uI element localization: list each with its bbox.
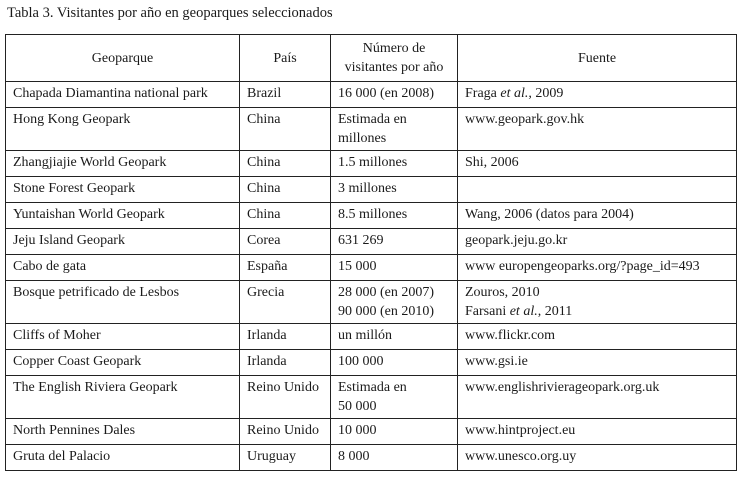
cell-pais: China [240,177,331,203]
fuente-text: geopark.jeju.go.kr [465,233,568,248]
fuente-text: Wang, 2006 (datos para 2004) [465,207,634,222]
table-header-row [6,35,737,82]
cell-geoparque: Jeju Island Geopark [6,229,240,255]
cell-geoparque: Hong Kong Geopark [6,108,240,151]
visitantes-line: 15 000 [338,259,377,274]
table-row [6,376,737,419]
header-visitantes-line2: visitantes por año [344,60,444,75]
cell-visitantes [331,350,458,376]
table-row [6,151,737,177]
cell-pais: China [240,203,331,229]
header-fuente: Fuente [458,35,737,82]
fuente-text: www.unesco.org.uy [465,449,577,464]
header-pais: País [240,35,331,82]
fuente-text: Zouros, 2010 [465,285,540,300]
fuente-line [465,378,729,397]
visitantes-line: Estimada en [338,380,407,395]
cell-visitantes [331,108,458,151]
cell-visitantes [331,376,458,419]
cell-geoparque: Zhangjiajie World Geopark [6,151,240,177]
visitantes-line: Estimada en [338,112,407,127]
cell-geoparque: North Pennines Dales [6,419,240,445]
cell-visitantes [331,82,458,108]
table-caption: Tabla 3. Visitantes por año en geoparques seleccionados [7,5,333,21]
fuente-line [465,205,729,224]
cell-pais: Reino Unido [240,419,331,445]
cell-pais: Corea [240,229,331,255]
fuente-line [465,231,729,250]
fuente-text: www.englishrivierageopark.org.uk [465,380,660,395]
cell-fuente [458,255,737,281]
table-row [6,203,737,229]
cell-geoparque: Copper Coast Geopark [6,350,240,376]
cell-visitantes [331,281,458,324]
cell-geoparque: Stone Forest Geopark [6,177,240,203]
fuente-text: , 2011 [537,304,573,319]
cell-pais: China [240,151,331,177]
cell-fuente [458,376,737,419]
cell-visitantes [331,419,458,445]
fuente-line [465,153,729,172]
fuente-text: www.flickr.com [465,328,556,343]
cell-pais: China [240,108,331,151]
fuente-line [465,283,729,302]
cell-fuente [458,108,737,151]
cell-visitantes [331,445,458,471]
fuente-line [465,352,729,371]
visitantes-line: 90 000 (en 2010) [338,304,435,319]
visitantes-line: 100 000 [338,354,384,369]
cell-visitantes [331,177,458,203]
visitors-table [5,34,737,471]
visitantes-line: 3 millones [338,181,397,196]
visitantes-line: 8 000 [338,449,370,464]
cell-fuente [458,203,737,229]
fuente-line [465,257,729,276]
cell-visitantes [331,151,458,177]
cell-geoparque: Gruta del Palacio [6,445,240,471]
cell-pais: Irlanda [240,324,331,350]
fuente-italic: et al. [500,86,529,101]
cell-fuente [458,350,737,376]
cell-pais: Uruguay [240,445,331,471]
table-row [6,419,737,445]
cell-geoparque: Chapada Diamantina national park [6,82,240,108]
cell-geoparque: Cliffs of Moher [6,324,240,350]
visitantes-line: 8.5 millones [338,207,408,222]
table-row [6,82,737,108]
fuente-text: www.geopark.gov.hk [465,112,585,127]
header-geoparque: Geoparque [6,35,240,82]
table-row [6,108,737,151]
fuente-text: Fraga [465,86,501,101]
visitantes-line: millones [338,131,387,146]
visitantes-line: 1.5 millones [338,155,408,170]
cell-fuente [458,177,737,203]
visitantes-line: 28 000 (en 2007) [338,285,435,300]
header-visitantes-line1: Número de [362,41,426,56]
cell-fuente [458,229,737,255]
cell-fuente [458,151,737,177]
table-row [6,255,737,281]
cell-pais: España [240,255,331,281]
cell-fuente [458,82,737,108]
cell-pais: Irlanda [240,350,331,376]
header-visitantes [331,35,458,82]
visitantes-line: 16 000 (en 2008) [338,86,435,101]
fuente-text: www.hintproject.eu [465,423,576,438]
visitantes-line: 10 000 [338,423,377,438]
cell-geoparque: Cabo de gata [6,255,240,281]
fuente-text: Shi, 2006 [465,155,519,170]
cell-fuente [458,281,737,324]
table-row [6,445,737,471]
cell-pais: Brazil [240,82,331,108]
visitantes-line: 631 269 [338,233,384,248]
fuente-italic: et al. [509,304,538,319]
table-row [6,324,737,350]
fuente-line [465,110,729,129]
cell-geoparque: Bosque petrificado de Lesbos [6,281,240,324]
table-row [6,229,737,255]
cell-visitantes [331,229,458,255]
fuente-line [465,302,729,321]
visitantes-line: un millón [338,328,393,343]
cell-fuente [458,324,737,350]
table-row [6,281,737,324]
fuente-text: Farsani [465,304,510,319]
fuente-text: www europengeoparks.org/?page_id=493 [465,259,700,274]
fuente-line [465,447,729,466]
cell-fuente [458,445,737,471]
cell-pais: Reino Unido [240,376,331,419]
cell-pais: Grecia [240,281,331,324]
cell-geoparque: The English Riviera Geopark [6,376,240,419]
fuente-line [465,84,729,103]
cell-visitantes [331,324,458,350]
cell-fuente [458,419,737,445]
cell-visitantes [331,255,458,281]
fuente-line [465,421,729,440]
cell-visitantes [331,203,458,229]
visitantes-line: 50 000 [338,399,377,414]
table-row [6,350,737,376]
cell-geoparque: Yuntaishan World Geopark [6,203,240,229]
table-row [6,177,737,203]
fuente-text: www.gsi.ie [465,354,528,369]
fuente-line [465,326,729,345]
fuente-text: , 2009 [528,86,564,101]
